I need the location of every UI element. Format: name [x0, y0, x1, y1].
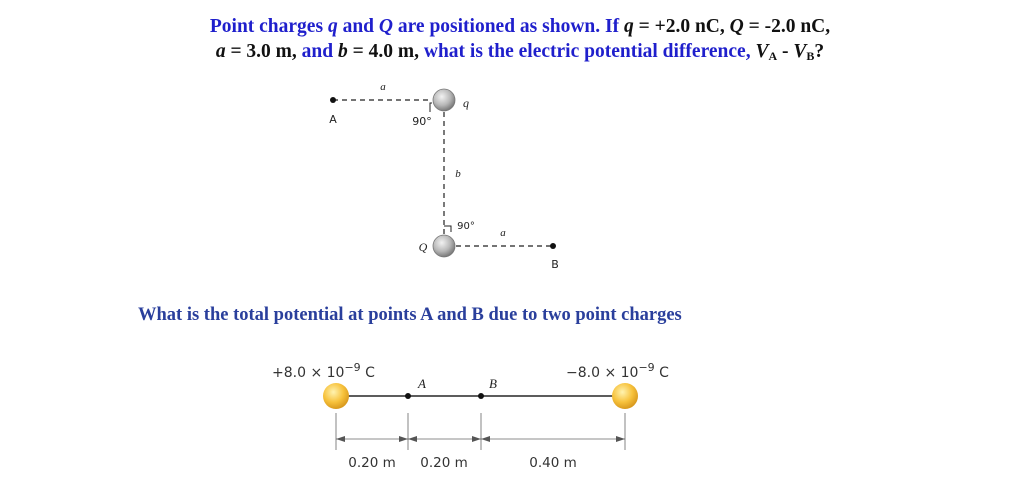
q1-text-segment: what is the electric potential difference,: [423, 41, 751, 62]
q1-question-mark: ?: [814, 41, 825, 62]
dimension-arrowhead: [399, 436, 408, 442]
label-A: A: [418, 376, 426, 391]
distance-label-2: 0.20 m: [420, 455, 468, 471]
angle-label-top: 90°: [412, 115, 432, 128]
point-A-dot: [405, 393, 411, 399]
q1-value-b: = 4.0 m,: [352, 41, 419, 62]
q1-value-a: = 3.0 m,: [230, 41, 297, 62]
distance-label-3: 0.40 m: [529, 455, 577, 471]
q1-symbol-q: q: [327, 16, 338, 37]
q1-symbol-Q: Q: [729, 16, 744, 37]
q1-text-segment: Point charges: [209, 16, 324, 37]
label-q: q: [463, 96, 469, 110]
q1-symbol-a: a: [215, 41, 226, 62]
q1-subscript-A: A: [768, 49, 778, 63]
q1-symbol-b: b: [338, 41, 348, 62]
right-charge-exponent: −9: [638, 361, 655, 374]
right-charge-unit: C: [654, 365, 669, 381]
angle-label-bottom: 90°: [457, 221, 475, 232]
dimension-arrowhead: [408, 436, 417, 442]
diagram-2: [272, 361, 669, 471]
diagram-1: [329, 81, 559, 271]
dimension-arrowhead: [472, 436, 481, 442]
dimension-arrowhead: [481, 436, 490, 442]
distance-label-1: 0.20 m: [348, 455, 396, 471]
question-2-text: What is the total potential at points A and B due to two point charges: [138, 305, 682, 325]
label-b: b: [455, 168, 461, 180]
q1-text-segment: and: [342, 16, 375, 37]
point-A-dot: [330, 97, 336, 103]
label-a-bottom: a: [500, 227, 506, 239]
label-a-top: a: [380, 81, 386, 93]
q1-symbol-V: V: [755, 41, 769, 62]
left-charge-label: [272, 361, 375, 381]
right-angle-mark-top: [430, 103, 432, 112]
right-angle-mark-bottom: [444, 226, 451, 232]
right-charge-mantissa: −8.0 × 10: [566, 365, 639, 381]
point-B-dot: [478, 393, 484, 399]
q1-value-q: = +2.0 nC,: [638, 16, 725, 37]
q1-subscript-B: B: [806, 49, 815, 63]
dimension-arrowhead: [336, 436, 345, 442]
q1-value-Q: = -2.0 nC,: [748, 16, 831, 37]
left-charge-sphere: [323, 383, 349, 409]
q1-symbol-Q: Q: [378, 16, 393, 37]
charge-Q-sphere: [433, 235, 455, 257]
right-charge-sphere: [612, 383, 638, 409]
q1-symbol-V: V: [793, 41, 807, 62]
right-charge-label: [566, 361, 669, 381]
q1-text-segment: are positioned as shown. If: [397, 16, 620, 37]
q1-minus: -: [782, 41, 789, 62]
q1-text-segment: and: [301, 41, 334, 62]
label-A: A: [329, 113, 337, 126]
left-charge-mantissa: +8.0 × 10: [272, 365, 345, 381]
charge-q-sphere: [433, 89, 455, 111]
label-Q: Q: [418, 240, 428, 254]
label-B: B: [551, 258, 559, 271]
point-B-dot: [550, 243, 556, 249]
left-charge-exponent: −9: [344, 361, 361, 374]
left-charge-unit: C: [360, 365, 375, 381]
q1-symbol-q: q: [623, 16, 634, 37]
label-B: B: [489, 376, 497, 391]
dimension-arrowhead: [616, 436, 625, 442]
